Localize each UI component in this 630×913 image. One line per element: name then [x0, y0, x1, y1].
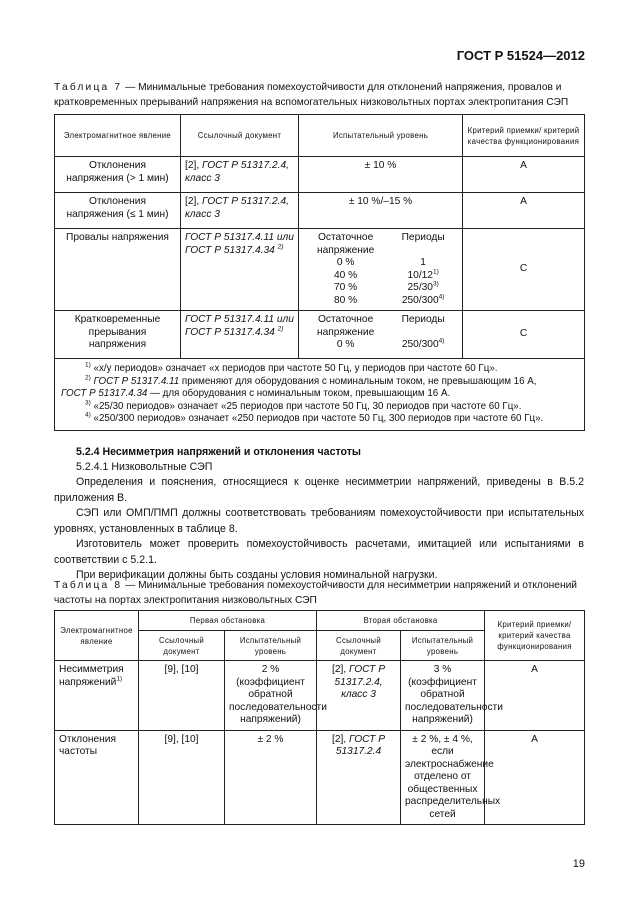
table7	[54, 114, 585, 431]
table8-header-level-1: Испытательный уровень	[225, 631, 317, 661]
table7-caption-text: — Минимальные требования помехоустойчивости для отклонений напряжения, провалов и кратковременных прерываний напряжения на вспомогательных низковольтных портах электропитания СЭП	[54, 82, 569, 108]
footnote-2-cont: ГОСТ Р 51317.4.34 — для оборудования с номинальным током, превышающим 16 А.	[61, 388, 451, 399]
reference-line: ГОСТ Р 51317.4.11 или	[185, 314, 294, 325]
criterion-cell: A	[463, 157, 585, 193]
reference-italic: ГОСТ Р 51317.2.4, класс 3	[185, 196, 289, 220]
residual-value: 0 %	[336, 339, 355, 350]
residual-value: 40 %	[334, 269, 358, 281]
reference-italic: ГОСТ Р 51317.2.4, класс 3	[185, 160, 289, 184]
periods-column	[388, 314, 458, 352]
level-cell: ± 10 %	[299, 157, 463, 193]
footnote-ref: 2)	[277, 325, 284, 333]
residual-value: 70 %	[334, 282, 358, 293]
table-row	[55, 193, 585, 229]
table8-header-reference-2: Ссылочный документ	[317, 631, 401, 661]
level-cell: ± 10 %/–15 %	[299, 193, 463, 229]
table8-caption-text: — Минимальные требования помехоустойчивости для несимметрии напряжений и отклонений частоты на портах электропитания низковольтных СЭП	[54, 580, 577, 606]
reference-line: ГОСТ Р 51317.4.34	[185, 326, 275, 338]
table8	[54, 610, 585, 825]
level-cell: ± 2 %	[225, 730, 317, 825]
level-cell	[299, 229, 463, 311]
footnote-ref: 2)	[277, 243, 284, 251]
interruptions-level-grid	[303, 314, 458, 352]
periods-label: Периоды	[401, 314, 445, 325]
phenomenon-cell: Кратковременные прерывания напряжения	[55, 311, 181, 359]
table8-header-level-2: Испытательный уровень	[401, 631, 485, 661]
reference-cell	[181, 311, 299, 359]
period-value: 10/12$^{1)}$	[407, 268, 439, 281]
paragraph: СЭП или ОМП/ПМП должны соответствовать требованиям помехоустойчивости при испытательных уровнях, установленных в таблице 8.	[54, 507, 584, 535]
reference-cell	[181, 229, 299, 311]
reference-cell	[181, 157, 299, 193]
table-row	[55, 157, 585, 193]
footnote-2: $^{2)}$ ГОСТ Р 51317.4.11 применяют для оборудования с номинальным током, не превышающим 16 А,	[85, 374, 537, 387]
table8-caption-label: Таблица 8	[54, 580, 123, 591]
periods-column	[388, 232, 458, 307]
level-cell: 2 % (коэффициент обратной последовательности напряжений)	[225, 661, 317, 731]
residual-voltage-label: Остаточное напряжение	[316, 232, 375, 256]
table8-header-criterion: Критерий приемки/ критерий качества функционирования	[485, 611, 585, 661]
criterion-cell: C	[463, 229, 585, 311]
footnote-1: $^{1)}$ «x/y периодов» означает «x периодов при частоте 50 Гц, y периодов при частоте 60 Гц».	[85, 361, 498, 374]
table-row-interruptions	[55, 311, 585, 359]
reference-cell: [2], ГОСТ Р 51317.2.4	[317, 730, 401, 825]
residual-voltage-label: Остаточное напряжение	[316, 314, 375, 338]
period-value: 25/30$^{3)}$	[407, 280, 439, 293]
dips-level-grid	[303, 232, 458, 307]
phenomenon-cell: Несимметрия напряжений$^{1)}$	[55, 661, 139, 731]
table7-header-reference: Ссылочный документ	[181, 115, 299, 157]
period-value: 250/300$^{4)}$	[401, 293, 445, 306]
reference-cell: [9], [10]	[139, 730, 225, 825]
phenomenon-cell: Отклонения напряжения (> 1 мин)	[55, 157, 181, 193]
table-row-dips	[55, 229, 585, 311]
criterion-cell: C	[463, 311, 585, 359]
reference-plain: [2],	[185, 196, 202, 207]
footnote-4: $^{4)}$ «250/300 периодов» означает «250 периодов при частоте 50 Гц, 300 периодов при частоте 60 Гц».	[85, 411, 544, 424]
table8-caption	[54, 578, 584, 608]
section-heading: 5.2.4 Несимметрия напряжений и отклонения частоты	[76, 446, 361, 458]
table7-header-row	[55, 115, 585, 157]
period-value: 1	[420, 257, 426, 268]
table7-footnotes-row	[55, 359, 585, 431]
table-row	[55, 730, 585, 825]
residual-voltage-column	[303, 232, 388, 307]
table7-header-level: Испытательный уровень	[299, 115, 463, 157]
reference-plain: [2],	[185, 160, 202, 171]
criterion-cell: A	[485, 661, 585, 731]
phenomenon-cell: Отклонения напряжения (≤ 1 мин)	[55, 193, 181, 229]
table7-caption	[54, 80, 584, 110]
paragraph: При верификации должны быть созданы условия номинальной нагрузки.	[76, 569, 438, 581]
phenomenon-cell: Провалы напряжения	[55, 229, 181, 311]
level-cell: 3 % (коэффициент обратной последовательности напряжений)	[401, 661, 485, 731]
table8-header-reference-1: Ссылочный документ	[139, 631, 225, 661]
criterion-cell: A	[485, 730, 585, 825]
phenomenon-cell: Отклонения частоты	[55, 730, 139, 825]
table8-header-env1: Первая обстановка	[139, 611, 317, 631]
residual-value: 0 %	[336, 257, 355, 268]
document-header-title: ГОСТ Р 51524—2012	[456, 48, 585, 63]
residual-voltage-column	[303, 314, 388, 352]
table7-header-phenomenon: Электромагнитное явление	[55, 115, 181, 157]
table7-caption-label: Таблица 7	[54, 82, 123, 93]
criterion-cell: A	[463, 193, 585, 229]
page-number: 19	[572, 858, 585, 870]
reference-cell: [9], [10]	[139, 661, 225, 731]
paragraph: Изготовитель может проверить помехоустойчивость расчетами, имитацией или испытаниями в соответствии с 5.2.1.	[54, 538, 584, 566]
reference-line: ГОСТ Р 51317.4.34	[185, 244, 275, 256]
table8-header-env2: Вторая обстановка	[317, 611, 485, 631]
table7-footnotes	[55, 359, 585, 431]
table-row	[55, 661, 585, 731]
table7-header-criterion: Критерий приемки/ критерий качества функционирования	[463, 115, 585, 157]
period-value: 250/300$^{4)}$	[401, 337, 445, 350]
reference-line: ГОСТ Р 51317.4.11 или	[185, 232, 294, 243]
table8-header-phenomenon: Электромагнитное явление	[55, 611, 139, 661]
footnote-3: $^{3)}$ «25/30 периодов» означает «25 периодов при частоте 50 Гц, 30 периодов при частоте 60 Гц».	[85, 399, 522, 412]
periods-label: Периоды	[401, 232, 445, 243]
level-cell: ± 2 %, ± 4 %, если электроснабжение отделено от общественных распределительных сетей	[401, 730, 485, 825]
level-cell	[299, 311, 463, 359]
section-body	[54, 475, 584, 584]
paragraph: Определения и пояснения, относящиеся к оценке несимметрии напряжений, приведены в В.5.2 приложения В.	[54, 476, 584, 504]
section-subheading: 5.2.4.1 Низковольтные СЭП	[76, 461, 213, 473]
reference-cell	[181, 193, 299, 229]
table8-header-row-1	[55, 611, 585, 631]
reference-cell: [2], ГОСТ Р 51317.2.4, класс 3	[317, 661, 401, 731]
residual-value: 80 %	[334, 294, 358, 306]
